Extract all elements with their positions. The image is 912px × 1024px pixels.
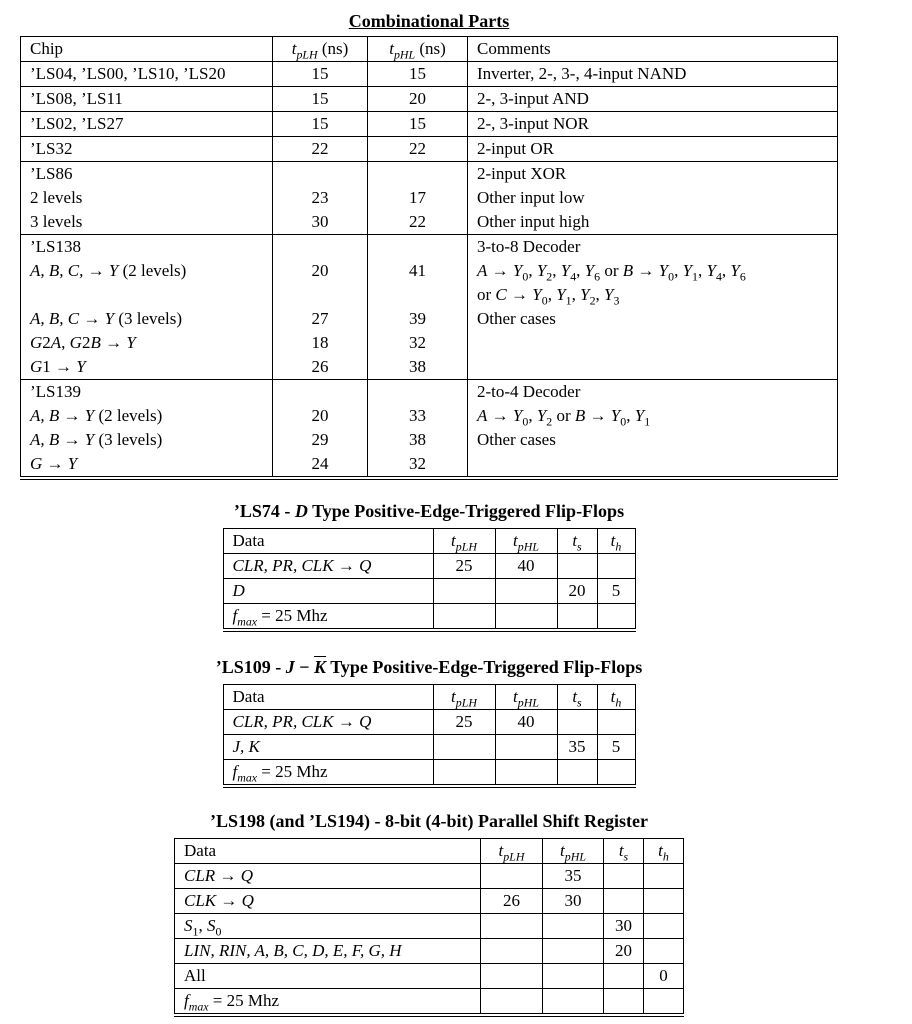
table-cell	[495, 579, 557, 604]
combinational-table-body	[21, 62, 838, 479]
table-cell	[468, 452, 838, 478]
ls198-header-row	[175, 839, 684, 864]
table-cell	[481, 964, 543, 989]
table-cell	[644, 939, 684, 964]
table-cell: A, B → Y (3 levels)	[21, 428, 273, 452]
combinational-parts-table	[20, 36, 838, 480]
table-cell: 39	[368, 307, 468, 331]
table-cell: Other cases	[468, 428, 838, 452]
table-cell: ’LS08, ’LS11	[21, 87, 273, 112]
ls109-header-row	[223, 685, 635, 710]
table-cell: G → Y	[21, 452, 273, 478]
table-cell: 24	[273, 452, 368, 478]
table-cell: 15	[273, 87, 368, 112]
table-row	[175, 989, 684, 1016]
table-cell: ’LS138	[21, 235, 273, 260]
table-cell	[481, 864, 543, 889]
table-row	[175, 889, 684, 914]
table-cell: or $C \to Y_0$, $Y_1$, $Y_2$, $Y_3$	[468, 283, 838, 307]
table-cell: 2 levels	[21, 186, 273, 210]
table-cell: 15	[368, 112, 468, 137]
table-row	[175, 939, 684, 964]
table-cell	[481, 914, 543, 939]
table-cell: 17	[368, 186, 468, 210]
table-cell: G1 → Y	[21, 355, 273, 380]
table-cell: ’LS02, ’LS27	[21, 112, 273, 137]
table-cell	[273, 235, 368, 260]
table-cell: A, B → Y (2 levels)	[21, 404, 273, 428]
table-cell: CLR, PR, CLK → Q	[223, 554, 433, 579]
ls74-table-body	[223, 554, 635, 631]
table-row	[21, 307, 838, 331]
table-row	[21, 235, 838, 260]
table-cell: 38	[368, 428, 468, 452]
table-cell: 2-to-4 Decoder	[468, 380, 838, 405]
column-header: $t_{pHL}$	[495, 529, 557, 554]
table-cell: 18	[273, 331, 368, 355]
table-cell: CLR, PR, CLK → Q	[223, 710, 433, 735]
column-header: $t_{pHL}$	[543, 839, 604, 864]
table-cell	[433, 760, 495, 787]
table-cell	[557, 760, 597, 787]
table-cell: Other input high	[468, 210, 838, 235]
table-row	[21, 259, 838, 283]
table-cell	[604, 889, 644, 914]
combinational-table-title: Combinational Parts	[348, 11, 510, 31]
table-cell: All	[175, 964, 481, 989]
table-cell	[604, 989, 644, 1016]
table-cell: 2-input OR	[468, 137, 838, 162]
table-cell	[604, 864, 644, 889]
table-row	[21, 162, 838, 187]
table-cell	[543, 964, 604, 989]
table-cell: 20	[273, 404, 368, 428]
table-cell	[368, 283, 468, 307]
table-cell	[495, 760, 557, 787]
table-cell: CLK → Q	[175, 889, 481, 914]
table-row	[21, 210, 838, 235]
column-header: $t_s$	[557, 685, 597, 710]
table-cell	[433, 735, 495, 760]
table-cell: 20	[557, 579, 597, 604]
table-cell: $f_{max} = 25$ Mhz	[175, 989, 481, 1016]
table-cell: 35	[557, 735, 597, 760]
ls198-table-title: ’LS198 (and ’LS194) - 8-bit (4-bit) Parallel Shift Register	[210, 811, 648, 831]
table-cell: CLR → Q	[175, 864, 481, 889]
ls74-header-row	[223, 529, 635, 554]
table-row	[21, 428, 838, 452]
column-header: Data	[223, 685, 433, 710]
table-cell: 29	[273, 428, 368, 452]
table-row	[223, 554, 635, 579]
table-cell: 41	[368, 259, 468, 283]
table-cell	[433, 579, 495, 604]
table-cell: 20	[368, 87, 468, 112]
table-cell: 22	[368, 137, 468, 162]
table-cell: J, K	[223, 735, 433, 760]
table-row	[21, 380, 838, 405]
table-cell: ’LS139	[21, 380, 273, 405]
table-cell	[21, 283, 273, 307]
table-cell	[557, 604, 597, 631]
table-cell: $f_{max} = 25$ Mhz	[223, 760, 433, 787]
table-cell: 40	[495, 710, 557, 735]
table-cell: 15	[273, 62, 368, 87]
table-row	[21, 87, 838, 112]
table-cell	[481, 939, 543, 964]
table-row	[223, 760, 635, 787]
column-header: $t_s$	[557, 529, 597, 554]
table-cell: Other cases	[468, 307, 838, 331]
table-cell	[543, 989, 604, 1016]
table-row	[175, 964, 684, 989]
table-cell	[597, 554, 635, 579]
table-cell: 35	[543, 864, 604, 889]
table-cell	[368, 235, 468, 260]
ls74-flipflop-table	[223, 528, 636, 632]
table-cell: A, B, C → Y (3 levels)	[21, 307, 273, 331]
column-header: Comments	[468, 37, 838, 62]
table-cell: A, B, C, → Y (2 levels)	[21, 259, 273, 283]
table-cell: 32	[368, 452, 468, 478]
table-cell: 40	[495, 554, 557, 579]
column-header: Chip	[21, 37, 273, 62]
table-cell: D	[223, 579, 433, 604]
column-header: Data	[175, 839, 481, 864]
table-cell: $A \to Y_0$, $Y_2$ or $B \to Y_0$, $Y_1$	[468, 404, 838, 428]
table-cell: 22	[273, 137, 368, 162]
table-cell	[481, 989, 543, 1016]
table-cell: ’LS86	[21, 162, 273, 187]
table-cell: $A \to Y_0$, $Y_2$, $Y_4$, $Y_6$ or $B \to Y_0$, $Y_1$, $Y_4$, $Y_6$	[468, 259, 838, 283]
table-row	[21, 452, 838, 478]
column-header: $t_h$	[597, 529, 635, 554]
table-cell	[644, 914, 684, 939]
table-row	[21, 112, 838, 137]
table-row	[223, 710, 635, 735]
table-cell	[495, 735, 557, 760]
table-cell: 0	[644, 964, 684, 989]
table-cell: 2-, 3-input NOR	[468, 112, 838, 137]
column-header: $t_{pLH}$ (ns)	[273, 37, 368, 62]
table-cell: 30	[604, 914, 644, 939]
table-cell: 20	[604, 939, 644, 964]
ls109-table-title: ’LS109 - J − K Type Positive-Edge-Triggered Flip-Flops	[215, 657, 643, 677]
table-row	[21, 355, 838, 380]
table-cell: 2-input XOR	[468, 162, 838, 187]
combinational-header-row	[21, 37, 838, 62]
table-cell	[368, 380, 468, 405]
ls74-table-title: ’LS74 - D Type Positive-Edge-Triggered Flip-Flops	[233, 501, 625, 521]
document-page	[20, 10, 838, 1017]
table-cell: 30	[543, 889, 604, 914]
column-header: $t_h$	[644, 839, 684, 864]
ls109-table-body	[223, 710, 635, 787]
table-cell	[468, 331, 838, 355]
table-cell	[597, 760, 635, 787]
table-cell: 3-to-8 Decoder	[468, 235, 838, 260]
table-row	[223, 579, 635, 604]
table-cell: Other input low	[468, 186, 838, 210]
table-cell: 23	[273, 186, 368, 210]
table-cell	[644, 989, 684, 1016]
table-cell: 20	[273, 259, 368, 283]
table-cell	[557, 554, 597, 579]
table-cell	[495, 604, 557, 631]
table-row	[175, 864, 684, 889]
column-header: $t_s$	[604, 839, 644, 864]
column-header: $t_{pLH}$	[481, 839, 543, 864]
column-header: $t_h$	[597, 685, 635, 710]
table-cell	[597, 710, 635, 735]
table-cell: 25	[433, 710, 495, 735]
table-cell	[468, 355, 838, 380]
table-row	[175, 914, 684, 939]
table-cell	[543, 914, 604, 939]
table-cell: 27	[273, 307, 368, 331]
table-row	[223, 735, 635, 760]
table-cell: G2A, G2B → Y	[21, 331, 273, 355]
column-header: $t_{pHL}$ (ns)	[368, 37, 468, 62]
column-header: $t_{pLH}$	[433, 685, 495, 710]
table-cell: 33	[368, 404, 468, 428]
table-cell: ’LS04, ’LS00, ’LS10, ’LS20	[21, 62, 273, 87]
table-cell: 22	[368, 210, 468, 235]
table-cell: LIN, RIN, A, B, C, D, E, F, G, H	[175, 939, 481, 964]
ls198-shift-register-table	[174, 838, 684, 1017]
table-row	[21, 283, 838, 307]
table-cell: Inverter, 2-, 3-, 4-input NAND	[468, 62, 838, 87]
table-cell: 5	[597, 735, 635, 760]
table-cell	[273, 162, 368, 187]
table-cell	[368, 162, 468, 187]
table-row	[21, 331, 838, 355]
ls198-table-body	[175, 864, 684, 1016]
table-cell	[557, 710, 597, 735]
table-row	[21, 137, 838, 162]
table-cell	[644, 889, 684, 914]
table-row	[21, 404, 838, 428]
table-cell: 5	[597, 579, 635, 604]
table-cell: 3 levels	[21, 210, 273, 235]
table-cell: 26	[481, 889, 543, 914]
table-cell	[273, 380, 368, 405]
table-cell: 38	[368, 355, 468, 380]
table-cell	[433, 604, 495, 631]
table-cell	[644, 864, 684, 889]
table-cell: $S_1$, $S_0$	[175, 914, 481, 939]
column-header: $t_{pHL}$	[495, 685, 557, 710]
table-row	[21, 62, 838, 87]
table-cell	[273, 283, 368, 307]
table-cell: ’LS32	[21, 137, 273, 162]
table-cell	[543, 939, 604, 964]
table-cell	[597, 604, 635, 631]
column-header: $t_{pLH}$	[433, 529, 495, 554]
table-row	[223, 604, 635, 631]
table-cell: 26	[273, 355, 368, 380]
table-cell: 2-, 3-input AND	[468, 87, 838, 112]
table-cell: 15	[273, 112, 368, 137]
table-cell: 30	[273, 210, 368, 235]
table-cell: 32	[368, 331, 468, 355]
ls109-flipflop-table	[223, 684, 636, 788]
table-cell: 15	[368, 62, 468, 87]
table-cell: $f_{max} = 25$ Mhz	[223, 604, 433, 631]
column-header: Data	[223, 529, 433, 554]
table-cell	[604, 964, 644, 989]
table-row	[21, 186, 838, 210]
table-cell: 25	[433, 554, 495, 579]
